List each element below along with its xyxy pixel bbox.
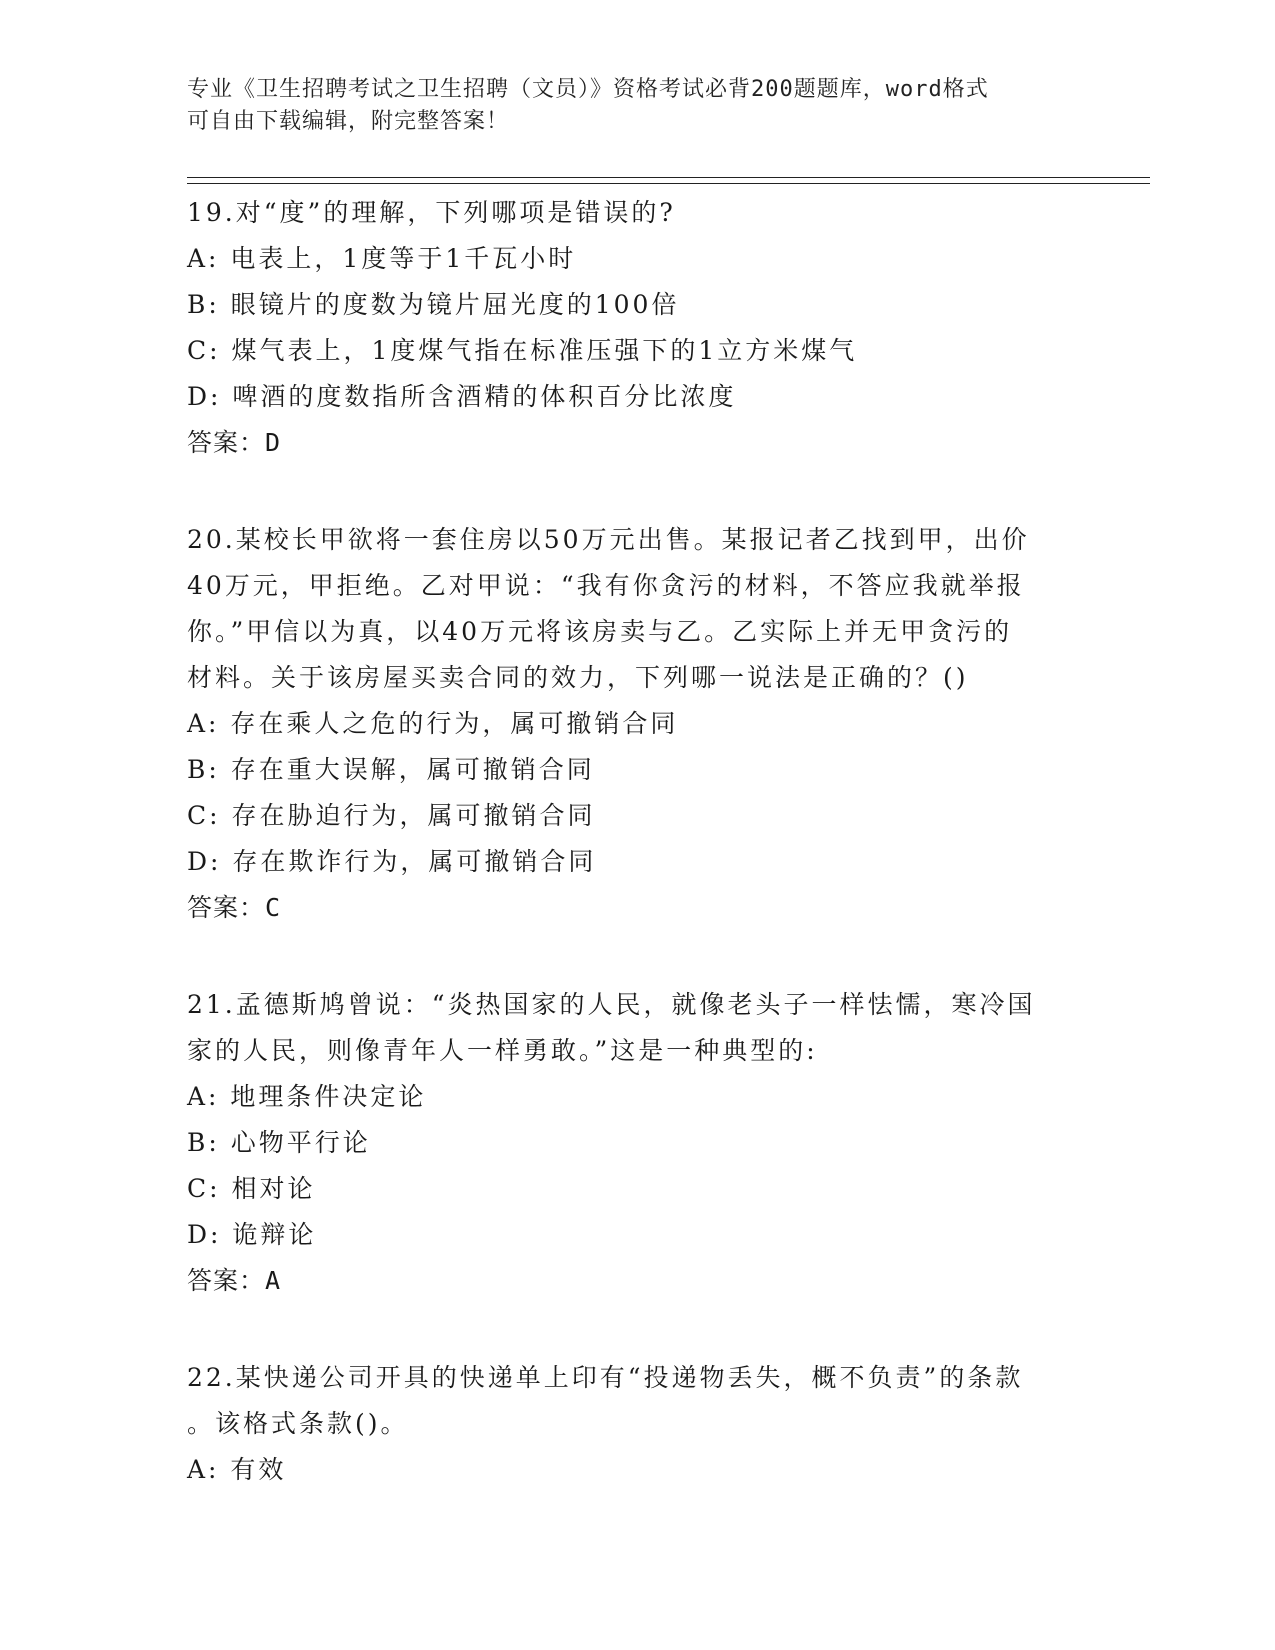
question-text-line: 22.某快递公司开具的快递单上印有“投递物丢失，概不负责”的条款 [187, 1363, 1024, 1392]
question-list [187, 190, 1087, 1544]
answer-option: D: 啤酒的度数指所含酒精的体积百分比浓度 [187, 382, 737, 411]
question-text-line: 19.对“度”的理解，下列哪项是错误的? [187, 198, 676, 227]
question-text-line: 你。”甲信以为真，以40万元将该房卖与乙。乙实际上并无甲贪污的 [187, 617, 1013, 646]
answer-option: A: 地理条件决定论 [187, 1082, 427, 1111]
answer-option: D: 诡辩论 [187, 1220, 317, 1249]
answer-option: C: 存在胁迫行为，属可撤销合同 [187, 801, 596, 830]
answer-option: B: 眼镜片的度数为镜片屈光度的100倍 [187, 290, 680, 319]
document-header [187, 74, 1087, 138]
header-line-2: 可自由下载编辑，附完整答案！ [187, 109, 510, 134]
question-text-line: 家的人民，则像青年人一样勇敢。”这是一种典型的: [187, 1036, 818, 1065]
answer-option: C: 煤气表上，1度煤气指在标准压强下的1立方米煤气 [187, 336, 858, 365]
question-block [187, 982, 1087, 1304]
question-text-line: 20.某校长甲欲将一套住房以50万元出售。某报记者乙找到甲，出价 [187, 525, 1030, 554]
question-block [187, 190, 1087, 466]
answer-option: B: 心物平行论 [187, 1128, 371, 1157]
header-divider-top [187, 177, 1150, 178]
answer-option: D: 存在欺诈行为，属可撤销合同 [187, 847, 597, 876]
answer-option: B: 存在重大误解，属可撤销合同 [187, 755, 595, 784]
answer-key: 答案：C [187, 893, 282, 922]
answer-option: A: 存在乘人之危的行为，属可撤销合同 [187, 709, 679, 738]
header-line-1: 专业《卫生招聘考试之卫生招聘（文员）》资格考试必背200题题库，word格式 [187, 77, 989, 102]
answer-option: A: 有效 [187, 1455, 287, 1484]
answer-key: 答案：D [187, 428, 282, 457]
question-text-line: 21.孟德斯鸠曾说：“炎热国家的人民，就像老头子一样怯懦，寒冷国 [187, 990, 1036, 1019]
answer-option: A: 电表上，1度等于1千瓦小时 [187, 244, 577, 273]
header-divider-bottom [187, 183, 1150, 184]
answer-key: 答案：A [187, 1266, 282, 1295]
answer-option: C: 相对论 [187, 1174, 316, 1203]
question-text-line: 。该格式条款()。 [187, 1409, 409, 1438]
question-block [187, 1355, 1087, 1493]
question-text-line: 40万元，甲拒绝。乙对甲说：“我有你贪污的材料，不答应我就举报 [187, 571, 1025, 600]
question-text-line: 材料。关于该房屋买卖合同的效力，下列哪一说法是正确的？() [187, 663, 969, 692]
question-block [187, 517, 1087, 931]
